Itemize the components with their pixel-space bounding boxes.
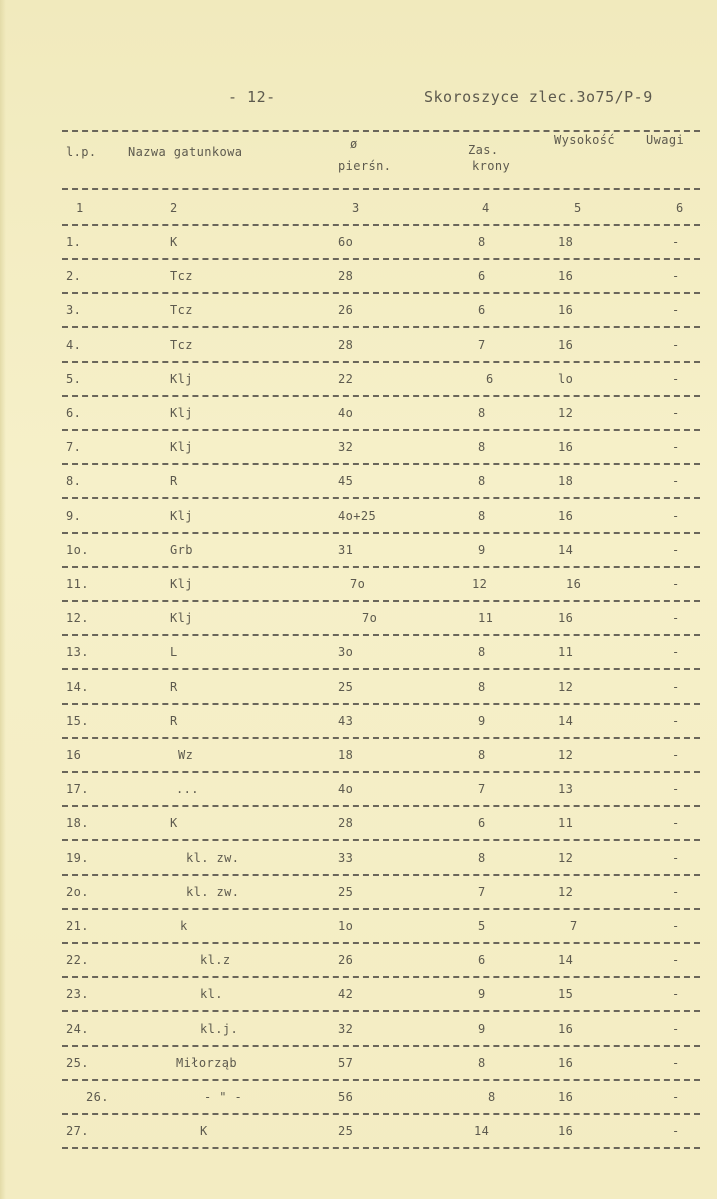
cell-lp: 4. <box>66 338 82 352</box>
cell-pierśn: 32 <box>338 1022 354 1036</box>
cell-lp: 2. <box>66 269 82 283</box>
row-rule <box>62 497 700 499</box>
cell-wys: 15 <box>558 987 574 1001</box>
page-number: - 12- <box>228 88 276 106</box>
cell-lp: 12. <box>66 611 89 625</box>
cell-pierśn: 57 <box>338 1056 354 1070</box>
cell-wys: 12 <box>558 885 574 899</box>
cell-uwagi: - <box>672 953 680 967</box>
cell-wys: 16 <box>558 1056 574 1070</box>
cell-nazwa: L <box>170 645 178 659</box>
cell-lp: 24. <box>66 1022 89 1036</box>
row-rule <box>62 1045 700 1047</box>
cell-lp: 18. <box>66 816 89 830</box>
cell-nazwa: Klj <box>170 440 193 454</box>
cell-pierśn: 33 <box>338 851 354 865</box>
cell-uwagi: - <box>672 645 680 659</box>
column-header-wys: Wysokość <box>554 133 615 147</box>
cell-nazwa: k <box>180 919 188 933</box>
cell-zas: 6 <box>478 953 486 967</box>
row-rule <box>62 942 700 944</box>
cell-nazwa: - " - <box>204 1090 243 1104</box>
cell-zas: 7 <box>478 782 486 796</box>
cell-nazwa: Miłorząb <box>176 1056 237 1070</box>
cell-wys: 7 <box>570 919 578 933</box>
cell-pierśn: 25 <box>338 885 354 899</box>
row-rule <box>62 634 700 636</box>
row-rule <box>62 463 700 465</box>
column-number: 1 <box>76 201 84 215</box>
cell-lp: 2o. <box>66 885 89 899</box>
cell-wys: 16 <box>558 303 574 317</box>
cell-pierśn: 56 <box>338 1090 354 1104</box>
cell-uwagi: - <box>672 235 680 249</box>
cell-zas: 8 <box>478 748 486 762</box>
cell-uwagi: - <box>672 1090 680 1104</box>
cell-wys: 16 <box>558 611 574 625</box>
row-rule <box>62 361 700 363</box>
cell-zas: 8 <box>478 645 486 659</box>
cell-lp: 8. <box>66 474 82 488</box>
cell-uwagi: - <box>672 714 680 728</box>
cell-zas: 8 <box>478 1056 486 1070</box>
cell-uwagi: - <box>672 543 680 557</box>
cell-wys: lo <box>558 372 574 386</box>
cell-lp: 26. <box>86 1090 109 1104</box>
cell-uwagi: - <box>672 1124 680 1138</box>
cell-pierśn: 7o <box>350 577 366 591</box>
cell-lp: 1. <box>66 235 82 249</box>
cell-nazwa: Klj <box>170 509 193 523</box>
row-rule <box>62 1010 700 1012</box>
cell-nazwa: kl. zw. <box>186 851 240 865</box>
cell-uwagi: - <box>672 338 680 352</box>
row-rule <box>62 429 700 431</box>
cell-zas: 9 <box>478 1022 486 1036</box>
cell-lp: 14. <box>66 680 89 694</box>
cell-lp: 19. <box>66 851 89 865</box>
cell-wys: 13 <box>558 782 574 796</box>
cell-wys: 12 <box>558 680 574 694</box>
cell-zas: 6 <box>486 372 494 386</box>
cell-zas: 9 <box>478 714 486 728</box>
cell-uwagi: - <box>672 372 680 386</box>
cell-wys: 11 <box>558 645 574 659</box>
page-header <box>0 88 717 108</box>
row-rule <box>62 395 700 397</box>
cell-pierśn: 18 <box>338 748 354 762</box>
cell-uwagi: - <box>672 1056 680 1070</box>
cell-nazwa: ... <box>176 782 199 796</box>
cell-pierśn: 25 <box>338 1124 354 1138</box>
cell-uwagi: - <box>672 680 680 694</box>
cell-pierśn: 31 <box>338 543 354 557</box>
cell-uwagi: - <box>672 474 680 488</box>
cell-nazwa: Tcz <box>170 303 193 317</box>
cell-zas: 7 <box>478 338 486 352</box>
row-rule <box>62 600 700 602</box>
cell-wys: 12 <box>558 851 574 865</box>
row-rule <box>62 771 700 773</box>
cell-pierśn: 7o <box>362 611 378 625</box>
cell-lp: 23. <box>66 987 89 1001</box>
cell-lp: 3. <box>66 303 82 317</box>
row-rule <box>62 839 700 841</box>
row-rule <box>62 292 700 294</box>
cell-pierśn: 6o <box>338 235 354 249</box>
cell-zas: 6 <box>478 303 486 317</box>
cell-lp: 11. <box>66 577 89 591</box>
column-header-nazwa: Nazwa gatunkowa <box>128 145 243 159</box>
cell-nazwa: Klj <box>170 406 193 420</box>
cell-zas: 6 <box>478 816 486 830</box>
cell-wys: 11 <box>558 816 574 830</box>
cell-wys: 12 <box>558 748 574 762</box>
cell-zas: 8 <box>478 406 486 420</box>
cell-zas: 8 <box>478 509 486 523</box>
cell-zas: 6 <box>478 269 486 283</box>
row-rule <box>62 258 700 260</box>
cell-wys: 18 <box>558 474 574 488</box>
cell-uwagi: - <box>672 440 680 454</box>
row-rule <box>62 668 700 670</box>
cell-nazwa: K <box>200 1124 208 1138</box>
cell-wys: 16 <box>558 1090 574 1104</box>
cell-lp: 7. <box>66 440 82 454</box>
cell-pierśn: 45 <box>338 474 354 488</box>
cell-lp: 13. <box>66 645 89 659</box>
cell-zas: 8 <box>478 474 486 488</box>
column-header-uwagi: Uwagi <box>646 133 685 147</box>
cell-pierśn: 3o <box>338 645 354 659</box>
cell-lp: 15. <box>66 714 89 728</box>
cell-lp: 16 <box>66 748 82 762</box>
cell-wys: 16 <box>558 338 574 352</box>
cell-uwagi: - <box>672 577 680 591</box>
row-rule <box>62 908 700 910</box>
cell-lp: 22. <box>66 953 89 967</box>
cell-lp: 25. <box>66 1056 89 1070</box>
column-number-rule <box>62 224 700 226</box>
cell-wys: 14 <box>558 714 574 728</box>
cell-zas: 5 <box>478 919 486 933</box>
cell-uwagi: - <box>672 987 680 1001</box>
cell-pierśn: 28 <box>338 338 354 352</box>
column-header-lp: l.p. <box>66 145 97 159</box>
cell-pierśn: 32 <box>338 440 354 454</box>
cell-pierśn: 26 <box>338 303 354 317</box>
cell-wys: 16 <box>558 1022 574 1036</box>
cell-nazwa: R <box>170 474 178 488</box>
cell-uwagi: - <box>672 269 680 283</box>
row-rule <box>62 976 700 978</box>
row-rule <box>62 737 700 739</box>
cell-zas: 11 <box>478 611 494 625</box>
cell-nazwa: R <box>170 714 178 728</box>
row-rule <box>62 874 700 876</box>
cell-zas: 8 <box>478 235 486 249</box>
cell-nazwa: Tcz <box>170 269 193 283</box>
cell-uwagi: - <box>672 509 680 523</box>
cell-zas: 8 <box>478 680 486 694</box>
row-rule <box>62 805 700 807</box>
cell-uwagi: - <box>672 885 680 899</box>
column-number: 3 <box>352 201 360 215</box>
cell-wys: 16 <box>558 269 574 283</box>
cell-zas: 9 <box>478 987 486 1001</box>
cell-pierśn: 25 <box>338 680 354 694</box>
cell-zas: 14 <box>474 1124 490 1138</box>
column-header-zas-line2: krony <box>472 159 511 173</box>
cell-uwagi: - <box>672 851 680 865</box>
cell-wys: 16 <box>558 509 574 523</box>
column-header-zas: Zas. <box>468 143 499 157</box>
column-number: 5 <box>574 201 582 215</box>
cell-wys: 14 <box>558 953 574 967</box>
cell-lp: 21. <box>66 919 89 933</box>
column-number: 2 <box>170 201 178 215</box>
header-rule-bottom <box>62 188 700 190</box>
row-rule <box>62 1113 700 1115</box>
column-header-pierśn-line2: pierśn. <box>338 159 392 173</box>
cell-lp: 1o. <box>66 543 89 557</box>
cell-nazwa: kl.j. <box>200 1022 239 1036</box>
cell-zas: 8 <box>488 1090 496 1104</box>
cell-pierśn: 28 <box>338 816 354 830</box>
cell-uwagi: - <box>672 782 680 796</box>
cell-nazwa: R <box>170 680 178 694</box>
cell-wys: 14 <box>558 543 574 557</box>
cell-nazwa: Tcz <box>170 338 193 352</box>
row-rule <box>62 532 700 534</box>
cell-wys: 16 <box>558 1124 574 1138</box>
cell-pierśn: 43 <box>338 714 354 728</box>
cell-pierśn: 4o <box>338 406 354 420</box>
cell-uwagi: - <box>672 748 680 762</box>
cell-wys: 18 <box>558 235 574 249</box>
cell-pierśn: 4o <box>338 782 354 796</box>
cell-lp: 17. <box>66 782 89 796</box>
cell-pierśn: 42 <box>338 987 354 1001</box>
cell-nazwa: Klj <box>170 372 193 386</box>
row-rule <box>62 1079 700 1081</box>
cell-lp: 5. <box>66 372 82 386</box>
cell-zas: 8 <box>478 440 486 454</box>
cell-nazwa: Klj <box>170 611 193 625</box>
cell-lp: 9. <box>66 509 82 523</box>
cell-pierśn: 26 <box>338 953 354 967</box>
column-header-pierśn: ø <box>350 137 358 151</box>
cell-uwagi: - <box>672 303 680 317</box>
cell-pierśn: 22 <box>338 372 354 386</box>
row-rule <box>62 1147 700 1149</box>
cell-pierśn: 28 <box>338 269 354 283</box>
cell-nazwa: kl.z <box>200 953 231 967</box>
column-number: 6 <box>676 201 684 215</box>
cell-nazwa: Klj <box>170 577 193 591</box>
cell-wys: 16 <box>566 577 582 591</box>
cell-uwagi: - <box>672 406 680 420</box>
cell-wys: 12 <box>558 406 574 420</box>
row-rule <box>62 566 700 568</box>
cell-zas: 7 <box>478 885 486 899</box>
cell-nazwa: Grb <box>170 543 193 557</box>
cell-lp: 27. <box>66 1124 89 1138</box>
cell-nazwa: kl. zw. <box>186 885 240 899</box>
document-reference: Skoroszyce zlec.3o75/P-9 <box>424 88 653 106</box>
cell-nazwa: K <box>170 816 178 830</box>
cell-uwagi: - <box>672 611 680 625</box>
cell-zas: 9 <box>478 543 486 557</box>
cell-zas: 8 <box>478 851 486 865</box>
cell-uwagi: - <box>672 816 680 830</box>
column-number: 4 <box>482 201 490 215</box>
cell-uwagi: - <box>672 919 680 933</box>
cell-pierśn: 1o <box>338 919 354 933</box>
row-rule <box>62 703 700 705</box>
cell-lp: 6. <box>66 406 82 420</box>
cell-nazwa: Wz <box>178 748 194 762</box>
cell-wys: 16 <box>558 440 574 454</box>
row-rule <box>62 326 700 328</box>
cell-nazwa: kl. <box>200 987 223 1001</box>
page-edge-shadow <box>0 0 6 1199</box>
cell-nazwa: K <box>170 235 178 249</box>
cell-zas: 12 <box>472 577 488 591</box>
cell-pierśn: 4o+25 <box>338 509 377 523</box>
cell-uwagi: - <box>672 1022 680 1036</box>
